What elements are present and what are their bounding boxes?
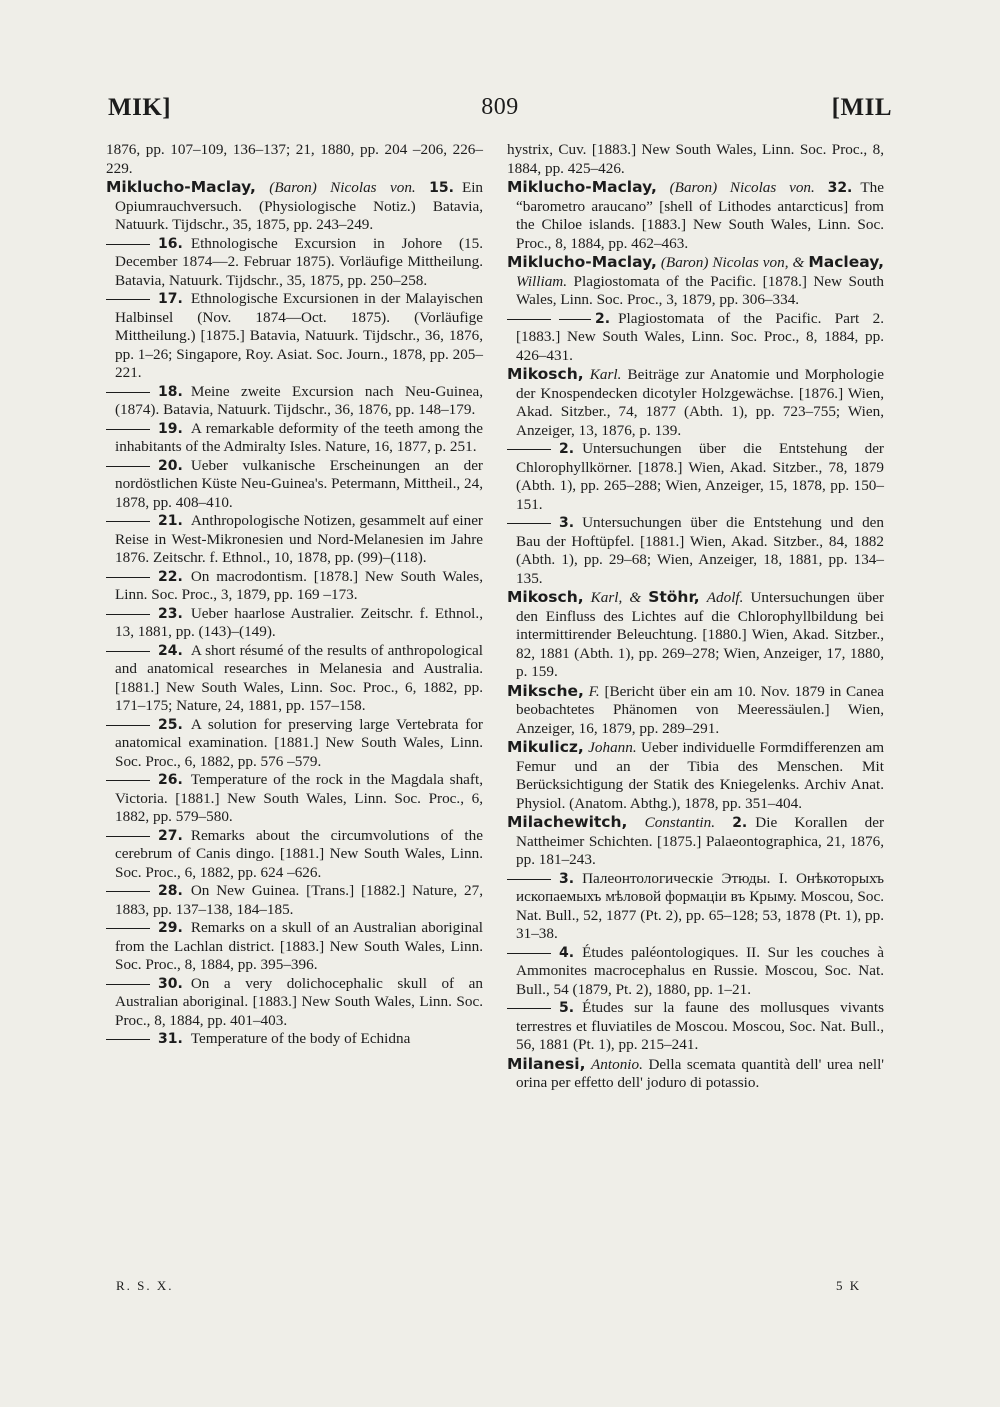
- bib-entry: [106, 642, 483, 716]
- author-surname: Miklucho-Maclay,: [106, 178, 256, 196]
- entry-number: 4.: [559, 944, 575, 961]
- entry-text: Études paléontologiques. II. Sur les couches à Ammonites macrocephalus en Russie. Moscou, Soc. Nat. Bull., 54 (1879, Pt. 2), 1880, pp. 1–21.: [516, 943, 884, 998]
- entry-number: 19.: [158, 420, 183, 437]
- bib-entry: [106, 882, 483, 919]
- entry-text: Ueber individuelle Formdifferenzen am Femur und an der Tibia des Menschen. Mit Berücksichtigung der Statik des Kniegelenks. Archiv Anat. Physiol. (Anatom. Abthg.), 1878, pp. 351–404.: [516, 739, 885, 812]
- entry-number: 2.: [559, 441, 575, 457]
- coauthor-surname: Macleay,: [808, 253, 884, 271]
- ditto-dash: [507, 319, 551, 320]
- author-surname: Miksche,: [507, 681, 584, 700]
- entry-text: On New Guinea. [Trans.] [1882.] Nature, 27, 1883, pp. 137–138, 184–185.: [115, 882, 483, 918]
- entry-text: Beiträge zur Anatomie und Morphologie der Knospendecken dicotyler Holzgewächse. [1876.] Wien, Akad. Sitzber., 74, 1877 (Abth. 1), pp. 723–755; Wien, Anzeiger, 13, 1876, p. 139.: [516, 366, 884, 439]
- ditto-dash: [559, 319, 591, 320]
- author-forename: Constantin.: [644, 814, 716, 831]
- ditto-dash: [106, 984, 150, 985]
- bib-entry: [507, 1055, 884, 1093]
- entry-number: 2.: [732, 815, 748, 831]
- bib-entry: [106, 975, 483, 1031]
- ditto-dash: [507, 449, 551, 450]
- entry-text: Temperature of the body of Echidna: [190, 1030, 411, 1047]
- ditto-dash: [106, 780, 150, 781]
- bib-entry: [106, 457, 483, 513]
- bib-entry: [507, 588, 884, 682]
- author-forename: Karl, &: [590, 589, 642, 606]
- entry-number: 22.: [158, 568, 183, 585]
- entry-text: Untersuchungen über die Entstehung und den Bau der Hoftüpfel. [1881.] Wien, Akad. Sitzber., 84, 1882 (Abth. 1), pp. 29–68; Wien, Anzeiger, 18, 1881, pp. 134–135.: [516, 514, 884, 587]
- bib-entry: [507, 870, 884, 944]
- entry-text: Anthropologische Notizen, gesammelt auf einer Reise in West-Mikronesien und Nord-Melanesien im Jahre 1876. Zeitschr. f. Ethnol., 10, 1878, pp. (99)–(118).: [115, 512, 483, 566]
- entry-number: 31.: [158, 1031, 183, 1047]
- signature-mark: R. S. X.: [116, 1278, 174, 1293]
- ditto-dash: [507, 523, 551, 524]
- entry-text: The “barometro araucano” [shell of Lithodes antarcticus] from the Chiloe islands. [1883.] New South Wales, Linn. Soc. Proc., 8, 1884, pp. 462–463.: [516, 179, 885, 252]
- left-column: [106, 141, 483, 1049]
- entry-number: 26.: [158, 772, 183, 788]
- entry-number: 18.: [158, 383, 183, 400]
- coauthor-surname: Stöhr,: [648, 588, 700, 606]
- right-column: [507, 141, 884, 1093]
- bib-entry: [106, 141, 483, 178]
- author-forename: (Baron) Nicolas von.: [269, 179, 416, 196]
- entry-number: 28.: [158, 883, 183, 899]
- bib-entry: [106, 716, 483, 772]
- entry-number: 29.: [158, 920, 183, 936]
- bib-entry: [106, 919, 483, 975]
- bib-entry: [507, 141, 884, 178]
- entry-text: Палеонтологическіе Этюды. I. Онѣкоторыхъ ископаемыхъ мѣловой формаціи въ Крыму. Moscou, Soc. Nat. Bull., 52, 1877 (Pt. 2), pp. 65–128; 53, 1878 (Pt. 1), pp. 31–38.: [516, 869, 884, 942]
- author-surname: Mikosch,: [507, 365, 584, 383]
- header-right-guide: [MIL: [831, 94, 892, 121]
- entry-text: Ethnologische Excursion in Johore (15. December 1874—2. Februar 1875). Vorläufige Mittheilung. Batavia, Natuurk. Tijdschr., 35, 1875, pp. 250–258.: [115, 234, 483, 289]
- bib-entry: [507, 365, 884, 440]
- entry-text: Temperature of the rock in the Magdala shaft, Victoria. [1881.] New South Wales, Linn. Soc. Proc., 6, 1882, pp. 579–580.: [115, 771, 483, 825]
- entry-text: Ethnologische Excursionen in der Malayischen Halbinsel (Nov. 1874—Oct. 1875). (Vorläufige Mittheilung.) [1875.] Batavia, Natuurk. Tijdschr., 36, 1876, pp. 1–26; Singapore, Roy. Asiat. Soc. Journ., 1878, pp. 205–221.: [115, 290, 483, 381]
- entry-number: 16.: [158, 235, 183, 252]
- ditto-dash: [106, 392, 150, 393]
- bib-entry: [106, 290, 483, 383]
- author-surname: Miklucho-Maclay,: [507, 178, 657, 196]
- ditto-dash: [106, 928, 150, 929]
- entry-text: Plagiostomata of the Pacific. Part 2. [1883.] New South Wales, Linn. Soc. Proc., 8, 1884, pp. 426–431.: [516, 309, 884, 364]
- entry-text: Della scemata quantità dell' urea nell' orina per effetto dell' joduro di potassio.: [516, 1055, 885, 1091]
- entry-number: 23.: [158, 605, 183, 622]
- entry-text: A solution for preserving large Vertebrata for anatomical examination. [1881.] New South Wales, Linn. Soc. Proc., 6, 1882, pp. 576 –579.: [115, 715, 483, 770]
- ditto-dash: [106, 521, 150, 522]
- bib-entry: [507, 682, 884, 739]
- entry-text: Die Korallen der Nattheimer Schichten. [1875.] Palaeontographica, 21, 1876, pp. 181–243.: [516, 814, 885, 868]
- entry-text: Untersuchungen über den Einfluss des Lichtes auf die Chlorophyllbildung bei intermittirender Beleuchtung. [1880.] Wien, Akad. Sitzber., 82, 1881 (Abth. 1), pp. 269–278; Wien, Anzeiger, 17, 1880, p. 159.: [516, 589, 885, 680]
- entry-number: 32.: [827, 180, 853, 196]
- entry-text: Ueber vulkanische Erscheinungen an der nordöstlichen Küste Neu-Guinea's. Petermann, Mittheil., 24, 1878, pp. 408–410.: [115, 456, 484, 511]
- author-forename: Antonio.: [591, 1055, 643, 1073]
- bib-entry: [507, 178, 884, 253]
- ditto-dash: [507, 879, 551, 880]
- bib-entry: [106, 420, 483, 457]
- author-forename: (Baron) Nicolas von.: [669, 179, 815, 196]
- entry-text: Études sur la faune des mollusques vivants terrestres et fluviatiles de Moscou. Moscou, Soc. Nat. Bull., 56, 1881 (Pt. 1), pp. 215–241.: [516, 999, 884, 1053]
- author-forename: F.: [588, 682, 600, 700]
- sheet-mark: 5 K: [836, 1278, 862, 1293]
- bib-entry: [106, 771, 483, 827]
- ditto-dash: [106, 244, 150, 245]
- ditto-dash: [106, 1039, 150, 1040]
- entry-number: 21.: [158, 513, 183, 529]
- author-surname: Milachewitch,: [507, 813, 628, 831]
- entry-number: 27.: [158, 827, 183, 844]
- author-surname: Mikulicz,: [507, 738, 584, 756]
- entry-text: 1876, pp. 107–109, 136–137; 21, 1880, pp. 204 –206, 226–229.: [106, 141, 483, 177]
- ditto-dash: [106, 466, 150, 467]
- bib-entry: [106, 1030, 483, 1049]
- bib-entry: [106, 568, 483, 605]
- entry-number: 3.: [559, 515, 575, 531]
- ditto-dash: [106, 651, 150, 652]
- entry-number: 17.: [158, 291, 183, 307]
- ditto-dash: [106, 891, 150, 892]
- bib-entry: [106, 512, 483, 568]
- ditto-dash: [106, 577, 150, 578]
- bib-entry: [507, 514, 884, 588]
- bib-entry: [507, 813, 884, 870]
- entry-text: A remarkable deformity of the teeth among the inhabitants of the Admiralty Isles. Nature, 16, 1877, p. 251.: [115, 419, 483, 455]
- entry-text: [Bericht über ein am 10. Nov. 1879 in Canea beobachtetes Phänomen von Meeressäulen.] Wien, Anzeiger, 16, 1879, pp. 289–291.: [516, 682, 884, 737]
- bib-entry: [106, 383, 483, 420]
- entry-text: Meine zweite Excursion nach Neu-Guinea, (1874). Batavia, Natuurk. Tijdschr., 36, 1876, pp. 148–179.: [115, 382, 483, 418]
- entry-text: Plagiostomata of the Pacific. [1878.] New South Wales, Linn. Soc. Proc., 3, 1879, pp. 306–334.: [516, 272, 885, 308]
- entry-text: Untersuchungen über die Entstehung der Chlorophyllkörner. [1878.] Wien, Akad. Sitzber., 78, 1879 (Abth. 1), pp. 265–288; Wien, Anzeiger, 15, 1878, pp. 150–151.: [516, 440, 884, 513]
- entry-text: Ein Opiumrauchversuch. (Physiologische Notiz.) Batavia, Natuurk. Tijdschr., 35, 1875, pp. 243–249.: [115, 179, 484, 233]
- ditto-dash: [507, 1008, 551, 1009]
- bib-entry: [106, 178, 483, 235]
- entry-number: 3.: [559, 870, 575, 887]
- entry-text: Ueber haarlose Australier. Zeitschr. f. Ethnol., 13, 1881, pp. (143)–(149).: [115, 604, 483, 640]
- ditto-dash: [106, 836, 150, 837]
- author-forename: Karl.: [589, 366, 622, 383]
- bib-entry: [507, 944, 884, 1000]
- bib-entry: [507, 999, 884, 1055]
- entry-text: On macrodontism. [1878.] New South Wales, Linn. Soc. Proc., 3, 1879, pp. 169 –173.: [115, 567, 483, 603]
- entry-number: 30.: [158, 975, 183, 992]
- bib-entry: [507, 440, 884, 514]
- author-surname: Miklucho-Maclay,: [507, 253, 657, 271]
- coauthor-forename: William.: [516, 272, 568, 290]
- entry-number: 25.: [158, 716, 183, 733]
- bib-entry: [507, 738, 884, 813]
- author-surname: Milanesi,: [507, 1054, 586, 1073]
- page-number: 809: [481, 94, 519, 120]
- entry-text: Remarks on a skull of an Australian aboriginal from the Lachlan district. [1883.] New South Wales, Linn. Soc. Proc., 8, 1884, pp. 395–396.: [115, 919, 483, 973]
- entry-text: hystrix, Cuv. [1883.] New South Wales, Linn. Soc. Proc., 8, 1884, pp. 425–426.: [507, 141, 884, 177]
- entry-number: 2.: [595, 310, 611, 327]
- ditto-dash: [106, 725, 150, 726]
- author-surname: Mikosch,: [507, 588, 584, 606]
- bib-entry: [106, 605, 483, 642]
- header-left-guide: MIK]: [108, 94, 172, 121]
- bib-entry: [106, 827, 483, 883]
- bib-entry: [106, 235, 483, 291]
- entry-number: 20.: [158, 457, 183, 474]
- ditto-dash: [106, 429, 150, 430]
- bib-entry: [507, 253, 884, 310]
- coauthor-forename: Adolf.: [706, 589, 744, 606]
- entry-text: On a very dolichocephalic skull of an Australian aboriginal. [1883.] New South Wales, Linn. Soc. Proc., 8, 1884, pp. 401–403.: [115, 974, 483, 1029]
- author-forename: (Baron) Nicolas von, &: [660, 254, 805, 271]
- entry-text: Remarks about the circumvolutions of the cerebrum of Canis dingo. [1881.] New South Wales, Linn. Soc. Proc., 6, 1882, pp. 624 –626.: [115, 826, 483, 881]
- ditto-dash: [106, 614, 150, 615]
- ditto-dash: [106, 299, 150, 300]
- entry-text: A short résumé of the results of anthropological and anatomical researches in Melanesia and Australia. [1881.] New South Wales, Linn. Soc. Proc., 6, 1882, pp. 171–175; Nature, 24, 1881, pp. 157–158.: [115, 641, 483, 714]
- ditto-dash: [507, 953, 551, 954]
- entry-number: 24.: [158, 642, 183, 659]
- entry-number: 5.: [559, 1000, 575, 1016]
- author-forename: Johann.: [588, 739, 637, 756]
- bib-entry: [507, 310, 884, 366]
- entry-number: 15.: [429, 180, 454, 196]
